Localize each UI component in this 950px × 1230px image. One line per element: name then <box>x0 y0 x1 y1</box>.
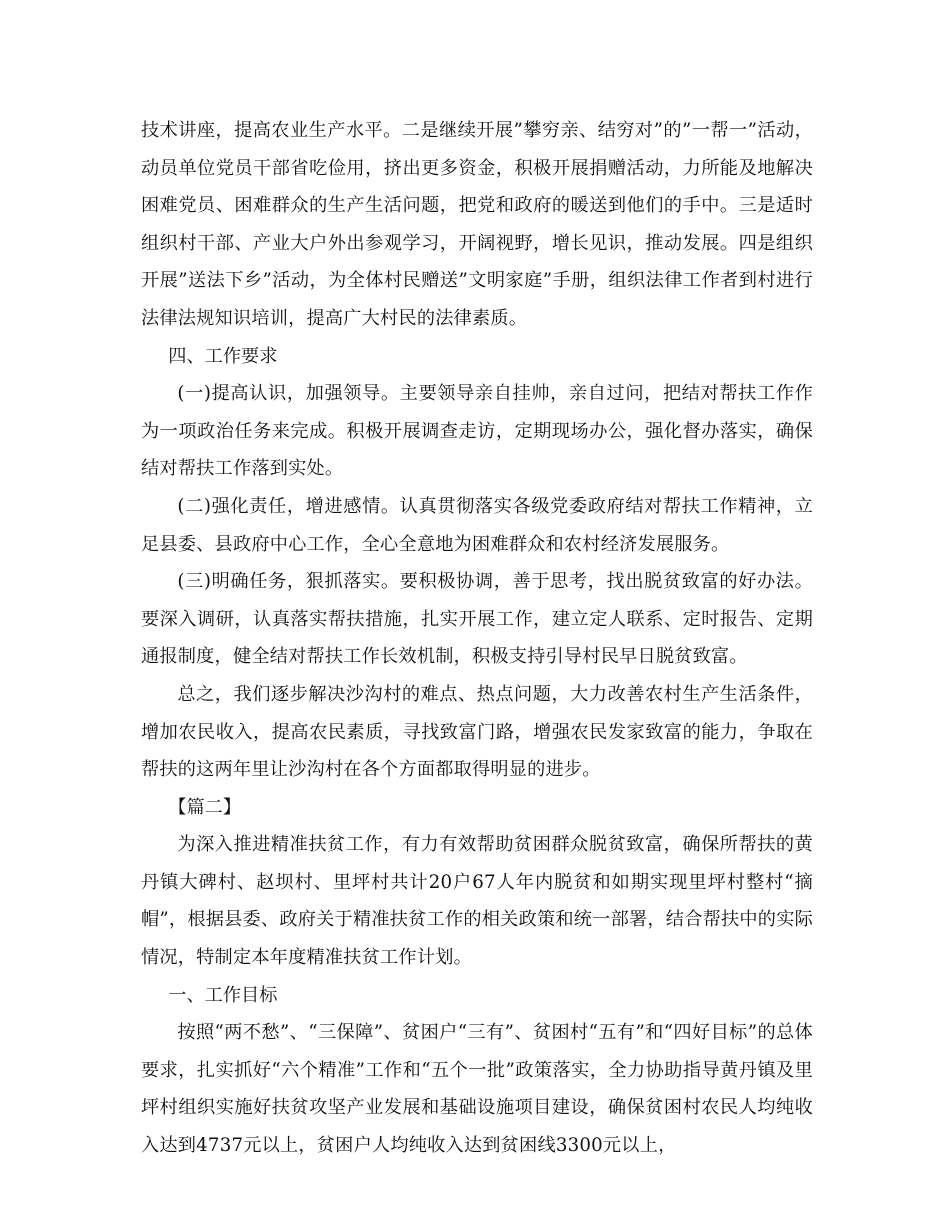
section-heading-work-requirements: 四、工作要求 <box>168 345 278 367</box>
paragraph-work-goals: 按照“两不愁”、“三保障”、贫困户“三有”、贫困村“五有”和“四好目标”的总体要求，扎实抓好“六个精准”工作和“五个一批”政策落实，全力协助指导黄丹镇及里坪村组织实施好扶贫攻坚产业发展和基础设施项目建设，确保贫困村农民人均纯收入达到4737元以上，贫困户人均纯收入达到贫困线3300元以上， <box>141 1022 813 1157</box>
section-heading-work-goals: 一、工作目标 <box>168 984 278 1006</box>
document-body <box>141 112 813 1165</box>
paragraph-requirement-3: (三)明确任务，狠抓落实。要积极协调，善于思考，找出脱贫致富的好办法。要深入调研，认真落实帮扶措施，扎实开展工作，建立定人联系、定时报告、定期通报制度，健全结对帮扶工作长效机制，积极支持引导村民早日脱贫致富。 <box>141 571 813 668</box>
paragraph-requirement-1: (一)提高认识，加强领导。主要领导亲自挂帅，亲自过问，把结对帮扶工作作为一项政治任务来完成。积极开展调查走访，定期现场办公，强化督办落实，确保结对帮扶工作落到实处。 <box>141 383 813 480</box>
paragraph-summary: 总之，我们逐步解决沙沟村的难点、热点问题，大力改善农村生产生活条件，增加农民收入，提高农民素质，寻找致富门路，增强农民发家致富的能力，争取在帮扶的这两年里让沙沟村在各个方面都取得明显的进步。 <box>141 683 813 781</box>
paragraph-part-two-intro: 为深入推进精准扶贫工作，有力有效帮助贫困群众脱贫致富，确保所帮扶的黄丹镇大碑村、赵坝村、里坪村共计20户67人年内脱贫和如期实现里坪村整村“摘帽”，根据县委、政府关于精准扶贫工作的相关政策和统一部署，结合帮扶中的实际情况，特制定本年度精准扶贫工作计划。 <box>141 834 813 969</box>
paragraph-activities: 技术讲座，提高农业生产水平。二是继续开展”攀穷亲、结穷对”的”一帮一”活动，动员单位党员干部省吃俭用，挤出更多资金，积极开展捐赠活动，力所能及地解决困难党员、困难群众的生产生活问题，把党和政府的暖送到他们的手中。三是适时组织村干部、产业大户外出参观学习，开阔视野，增长见识，推动发展。四是组织开展”送法下乡”活动，为全体村民赠送”文明家庭”手册，组织法律工作者到村进行法律法规知识培训，提高广大村民的法律素质。 <box>141 120 813 329</box>
section-heading-part-two: 【篇二】 <box>168 796 242 818</box>
paragraph-requirement-2: (二)强化责任，增进感情。认真贯彻落实各级党委政府结对帮扶工作精神，立足县委、县政府中心工作，全心全意地为困难群众和农村经济发展服务。 <box>141 495 813 555</box>
